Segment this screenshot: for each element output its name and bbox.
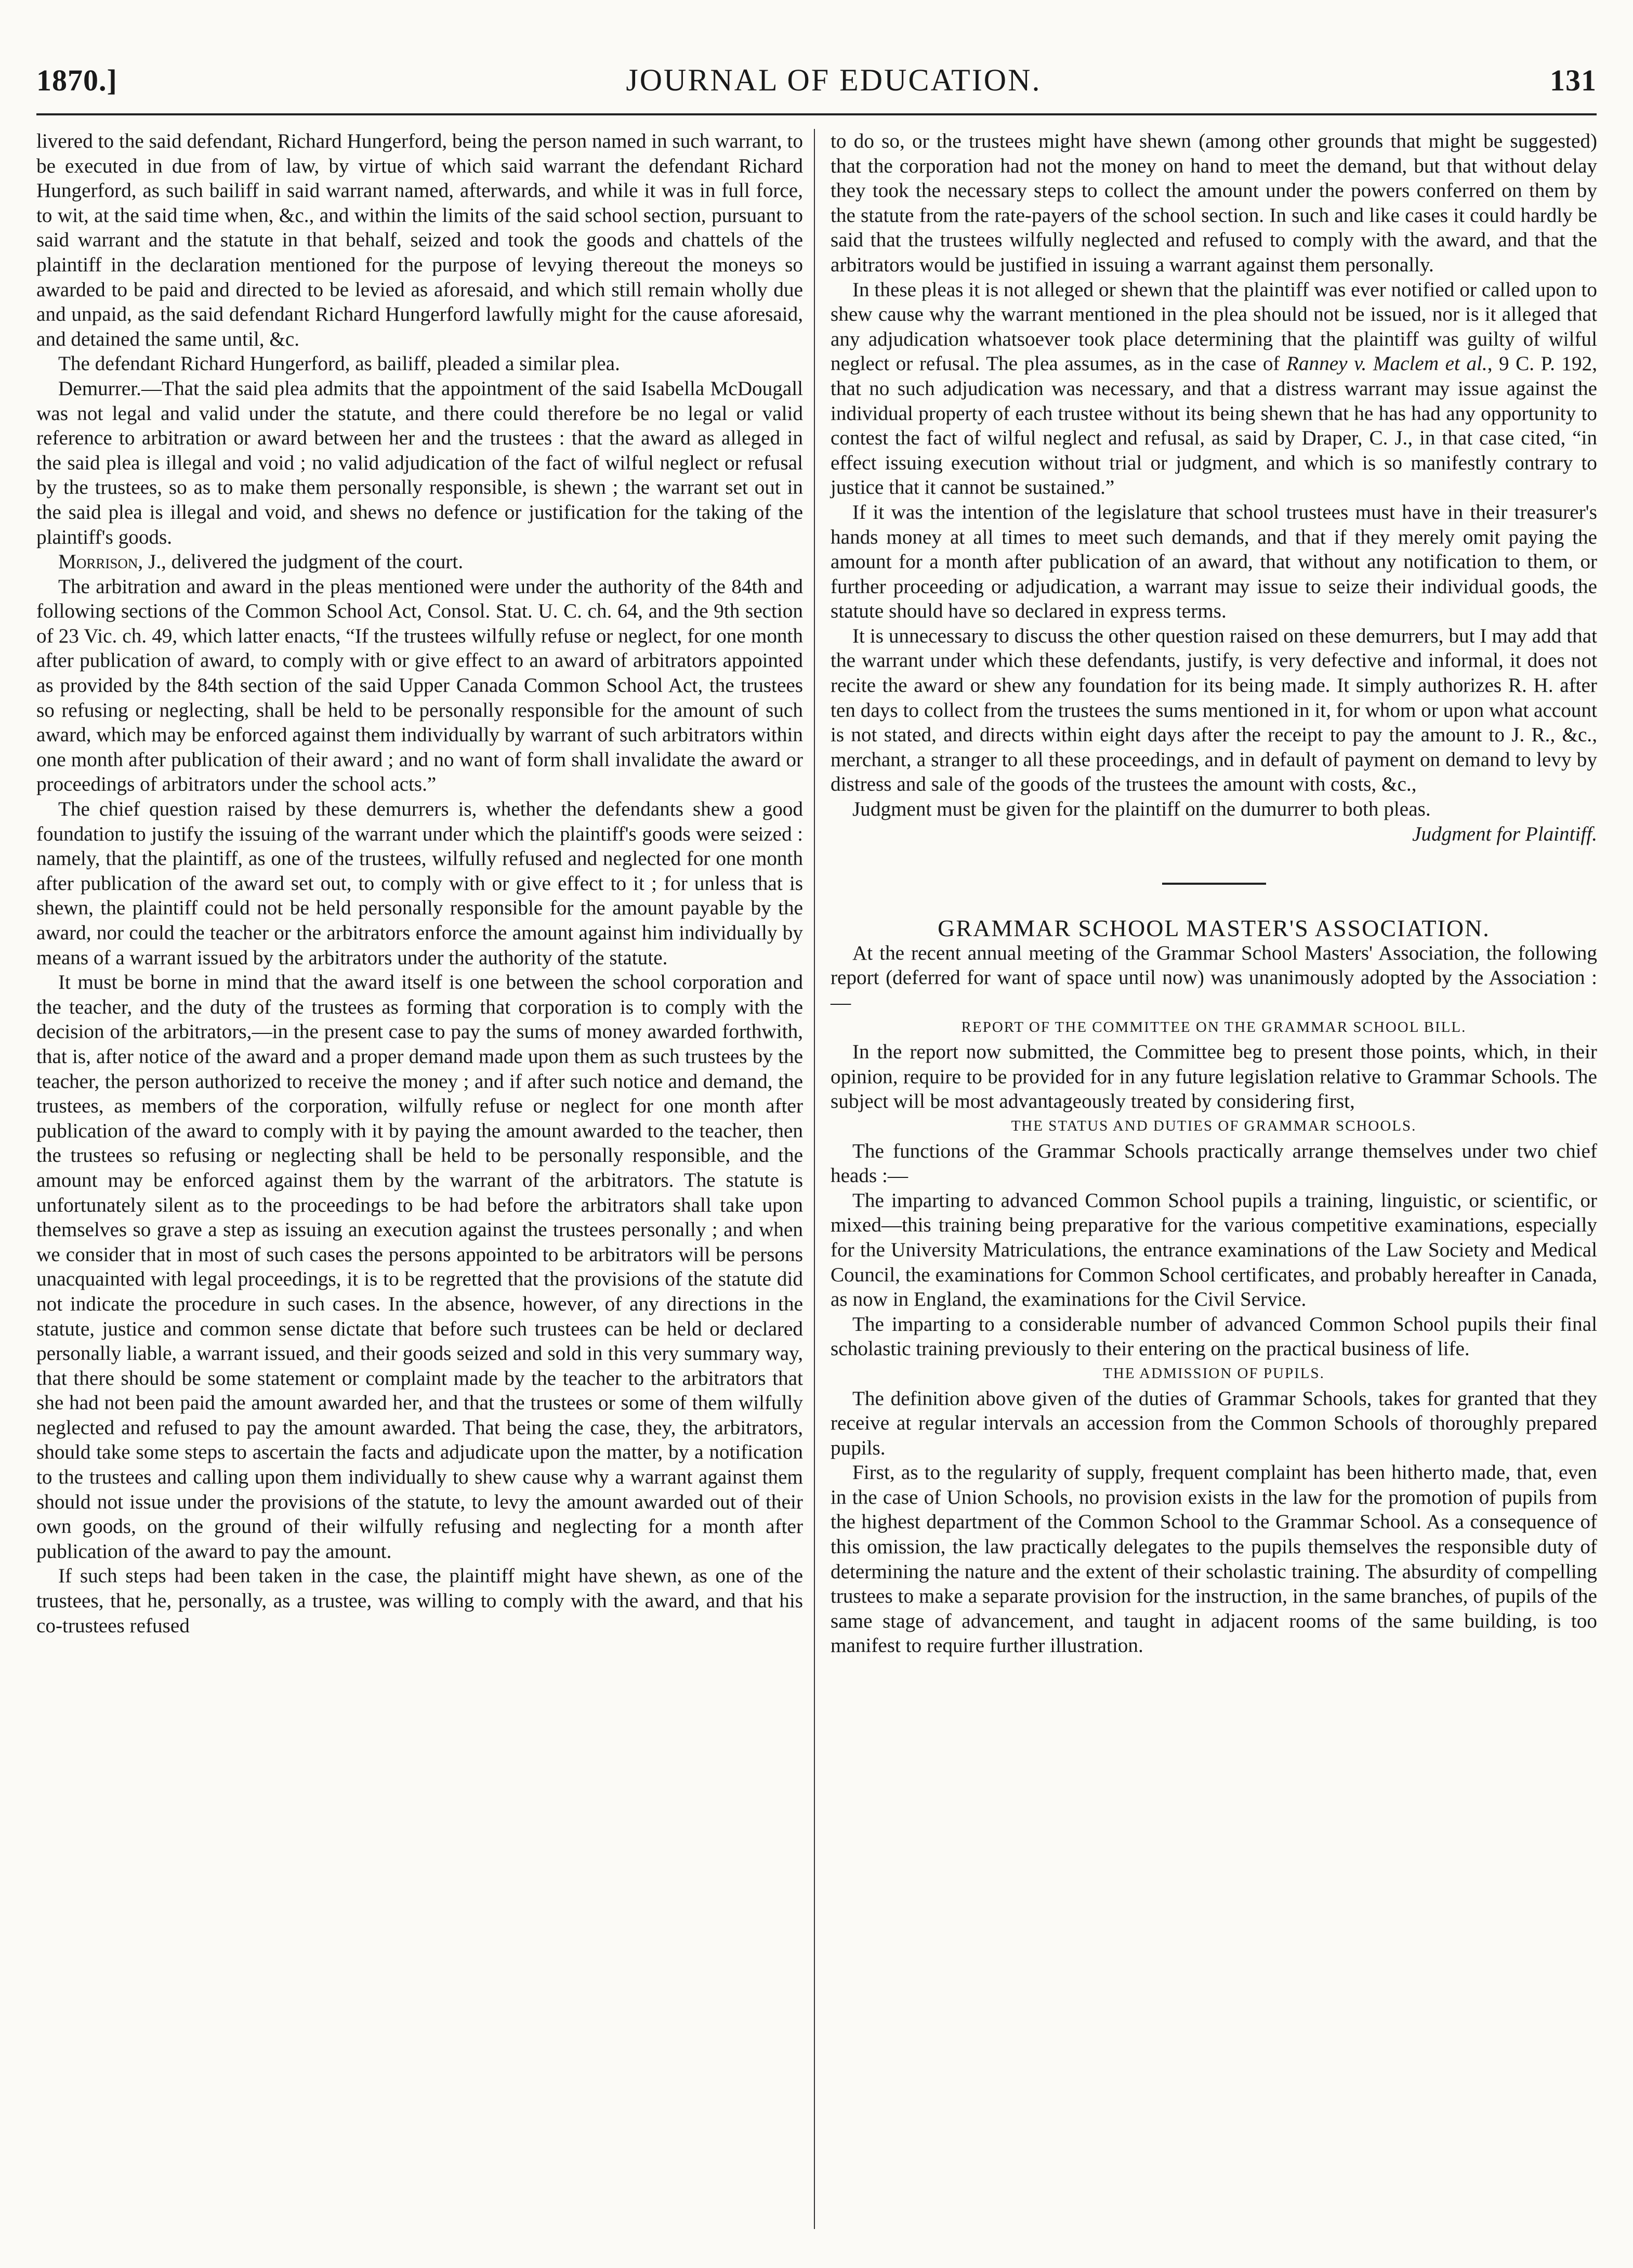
paragraph: Demurrer.—That the said plea admits that the appointment of the said Isabella McDougall was not legal and valid under the statute, and there could therefore be no legal or valid reference to arbitration or award between her and the trustees : that the award as alleged in the said plea is illegal and void ; no valid adjudication of the fact of wilful neglect or refusal by the trustees, so as to make them personally responsible, is shewn ; the warrant set out in the said plea is illegal and void, and shews no defence or justification for the taking of the plaintiff's goods.: [36, 377, 803, 548]
paragraph: The defendant Richard Hungerford, as bailiff, pleaded a similar plea.: [58, 352, 620, 375]
paragraph: It is unnecessary to discuss the other question raised on these demurrers, but I may add that the warrant under which these defendants, justify, is very defective and informal, it does not recite the award or shew any foundation for its being made. It simply authorizes R. H. after ten days to collect from the trustees the sums mentioned in it, for whom or upon what account is not stated, and directs within eight days after the receipt to pay the amount to J. R., &c., merchant, a stranger to all these proceedings, and in default of payment on demand to levy by distress and sale of the goods of the trustees the amount with costs, &c.,: [831, 624, 1597, 796]
sub-heading: REPORT OF THE COMMITTEE ON THE GRAMMAR SCHOOL BILL.: [961, 1018, 1467, 1035]
page-header: [36, 62, 1597, 109]
paragraph: If such steps had been taken in the case, the plaintiff might have shewn, as one of the trustees, that he, personally, as a trustee, was willing to comply with the award, and that his co-trustees refused: [36, 1565, 803, 1637]
left-column: [36, 129, 803, 1638]
paragraph: The imparting to a considerable number of advanced Common School pupils their final scholastic training previously to their entering on the practical business of life.: [831, 1313, 1597, 1360]
header-year: 1870.]: [36, 63, 117, 97]
paragraph: livered to the said defendant, Richard Hungerford, being the person named in such warrant, to be executed in due from of law, by virtue of which said warrant the defendant Richard Hungerford, as such bailiff in said warrant named, afterwards, and while it was in full force, to wit, at the said time when, &c., and within the limits of the said school section, pursuant to said warrant and the statute in that behalf, seized and took the goods and chattels of the plaintiff in the declaration mentioned for the purpose of levying thereout the moneys so awarded to be paid and directed to be levied as aforesaid, and which still remain wholly due and unpaid, as the said defendant Richard Hungerford lawfully might for the cause aforesaid, and detained the same until, &c.: [36, 130, 803, 350]
sub-heading: THE STATUS AND DUTIES OF GRAMMAR SCHOOLS.: [1011, 1117, 1417, 1134]
paragraph: At the recent annual meeting of the Grammar School Masters' Association, the following report (deferred for want of space until now) was unanimously adopted by the Association :—: [831, 941, 1597, 1014]
paragraph: In the report now submitted, the Committee beg to present those points, which, in their opinion, require to be provided for in any future legislation relative to Grammar Schools. The subject will be most advantageously treated by considering first,: [831, 1041, 1597, 1113]
header-rule: [36, 113, 1597, 115]
case-citation: Ranney v. Maclem et al.: [1286, 352, 1487, 375]
paragraph: The definition above given of the duties of Grammar Schools, takes for granted that they receive at regular intervals an accession from the Common Schools of thoroughly prepared pupils.: [831, 1387, 1597, 1459]
judge-name: Morrison: [58, 550, 138, 573]
paragraph: The chief question raised by these demurrers is, whether the defendants shew a good foundation to justify the issuing of the warrant under which the plaintiff's goods were seized : namely, that the plaintiff, as one of the trustees, wilfully refused and neglected for one month after publication of the award set out, to comply with or give effect to it ; for unless that is shewn, the plaintiff could not be held personally responsible for the amount payable by the award, nor could the teacher or the arbitrators enforce the amount against him individually by means of a warrant issued by the arbitrators under the authority of the statute.: [36, 798, 803, 969]
paragraph: The functions of the Grammar Schools practically arrange themselves under two chief heads :—: [831, 1139, 1597, 1187]
judgment-intro-text: , J., delivered the judgment of the court.: [138, 550, 464, 573]
right-column: [831, 129, 1597, 1658]
section-title: GRAMMAR SCHOOL MASTER'S ASSOCIATION.: [938, 915, 1490, 942]
header-title: JOURNAL OF EDUCATION.: [626, 63, 1042, 97]
paragraph: First, as to the regularity of supply, frequent complaint has been hitherto made, that, even in the case of Union Schools, no provision exists in the law for the promotion of pupils from the highest department of the Common School to the Grammar School. As a consequence of this omission, the law practically delegates to the pupils themselves the responsible duty of determining the nature and the extent of their scholastic training. The absurdity of compelling trustees to make a separate provision for the instruction, in the same branches, of pupils of the same stage of advancement, and taught in adjacent rooms of the same building, is too manifest to require further illustration.: [831, 1461, 1597, 1657]
paragraph: It must be borne in mind that the award itself is one between the school corporation and the teacher, and the duty of the trustees as forming that corporation is to comply with the decision of the arbitrators,—in the present case to pay the sums of money awarded forthwith, that is, after notice of the award and a proper demand made upon them as such trustees by the teacher, the person authorized to receive the money ; and if after such notice and demand, the trustees, as members of the corporation, wilfully refuse or neglect for one month after publication of the award to comply with it by paying the amount awarded to the teacher, then the trustees so refusing or neglecting shall be held to be personally responsible, and the amount may be enforced against them by the warrant of the arbitrators. The statute is unfortunately silent as to the proceedings to be had before the arbitrators shall take upon themselves so grave a step as issuing an execution against the trustees personally ; and when we consider that in most of such cases the persons appointed to be arbitrators will be persons unacquainted with legal proceedings, it is to be regretted that the provisions of the statute did not indicate the procedure in such cases. In the absence, however, of any directions in the statute, justice and common sense dictate that before such trustees can be held or declared personally liable, a warrant issued, and their goods seized and sold in this very summary way, that there should be some statement or complaint made by the teacher to the arbitrators that she had not been paid the amount awarded her, and that the trustees or some of them wilfully neglected and refused to pay the amount awarded. That being the case, they, the arbitrators, should take some steps to ascertain the facts and adjudicate upon the matter, by a notification to the trustees and calling upon them individually to shew cause why a warrant against them should not issue under the provisions of the statute, to levy the amount awarded out of their own goods, on the ground of their wilfully refusing and neglecting for a month after publication of the award to pay the amount.: [36, 971, 803, 1563]
section-rule: [1162, 883, 1266, 885]
header-page-number: 131: [1549, 63, 1597, 97]
column-divider: [814, 129, 815, 2229]
paragraph-text: , 9 C. P. 192, that no such adjudication was necessary, and that a distress warrant may issue against the individual property of each trustee without its being shewn that he has had any opportunity to contest the fact of wilful neglect and refusal, as said by Draper, C. J., in that case cited, “in effect issuing execution without trial or judgment, and which is so manifestly contrary to justice that it cannot be sustained.”: [831, 352, 1597, 499]
judgment-intro: [36, 549, 803, 574]
sub-heading: THE ADMISSION OF PUPILS.: [1103, 1365, 1325, 1382]
paragraph: to do so, or the trustees might have shewn (among other grounds that might be suggested) that the corporation had not the money on hand to meet the demand, but that without delay they took the necessary steps to collect the amount under the powers conferred on them by the statute from the rate-payers of the school section. In such and like cases it could hardly be said that the trustees wilfully neglected and refused to comply with the award, and that the arbitrators would be justified in issuing a warrant against them personally.: [831, 130, 1597, 276]
paragraph: Judgment must be given for the plaintiff on the dumurrer to both pleas.: [852, 798, 1431, 821]
paragraph: If it was the intention of the legislature that school trustees must have in their treasurer's hands money at all times to meet such demands, and that if they merely omit paying the amount for a month after publication of an award, that without any notification to them, or further proceeding or adjudication, a warrant may issue to seize their individual goods, the statute should have so declared in express terms.: [831, 501, 1597, 623]
verdict: Judgment for Plaintiff.: [1412, 822, 1597, 845]
paragraph-text: In these pleas it is not alleged or shewn that the plaintiff was ever notified or called upon to shew cause why the warrant mentioned in the plea should not be issued, nor is it alleged that any adjudication whatsoever took place determining that the plaintiff was guilty of wilful neglect or refusal. The plea assumes, as in the case of: [831, 278, 1597, 375]
paragraph: The arbitration and award in the pleas mentioned were under the authority of the 84th and following sections of the Common School Act, Consol. Stat. U. C. ch. 64, and the 9th section of 23 Vic. ch. 49, which latter enacts, “If the trustees wilfully refuse or neglect, for one month after publication of award, to comply with or give effect to an award of arbitrators appointed as provided by the 84th section of the said Upper Canada Common School Act, the trustees so refusing or neglecting, shall be held to be personally responsible for the amount of such award, which may be enforced against them individually by warrant of such arbitrators within one month after publication of their award ; and no want of form shall invalidate the award or proceedings of arbitrators under the school acts.”: [36, 575, 803, 796]
paragraph: The imparting to advanced Common School pupils a training, linguistic, or scientific, or mixed—this training being preparative for the various competitive examinations, especially for the University Matriculations, the entrance examinations of the Law Society and Medical Council, the examinations for Common School certificates, and probably hereafter in Canada, as now in England, the examinations for the Civil Service.: [831, 1189, 1597, 1311]
paragraph: [831, 278, 1597, 500]
